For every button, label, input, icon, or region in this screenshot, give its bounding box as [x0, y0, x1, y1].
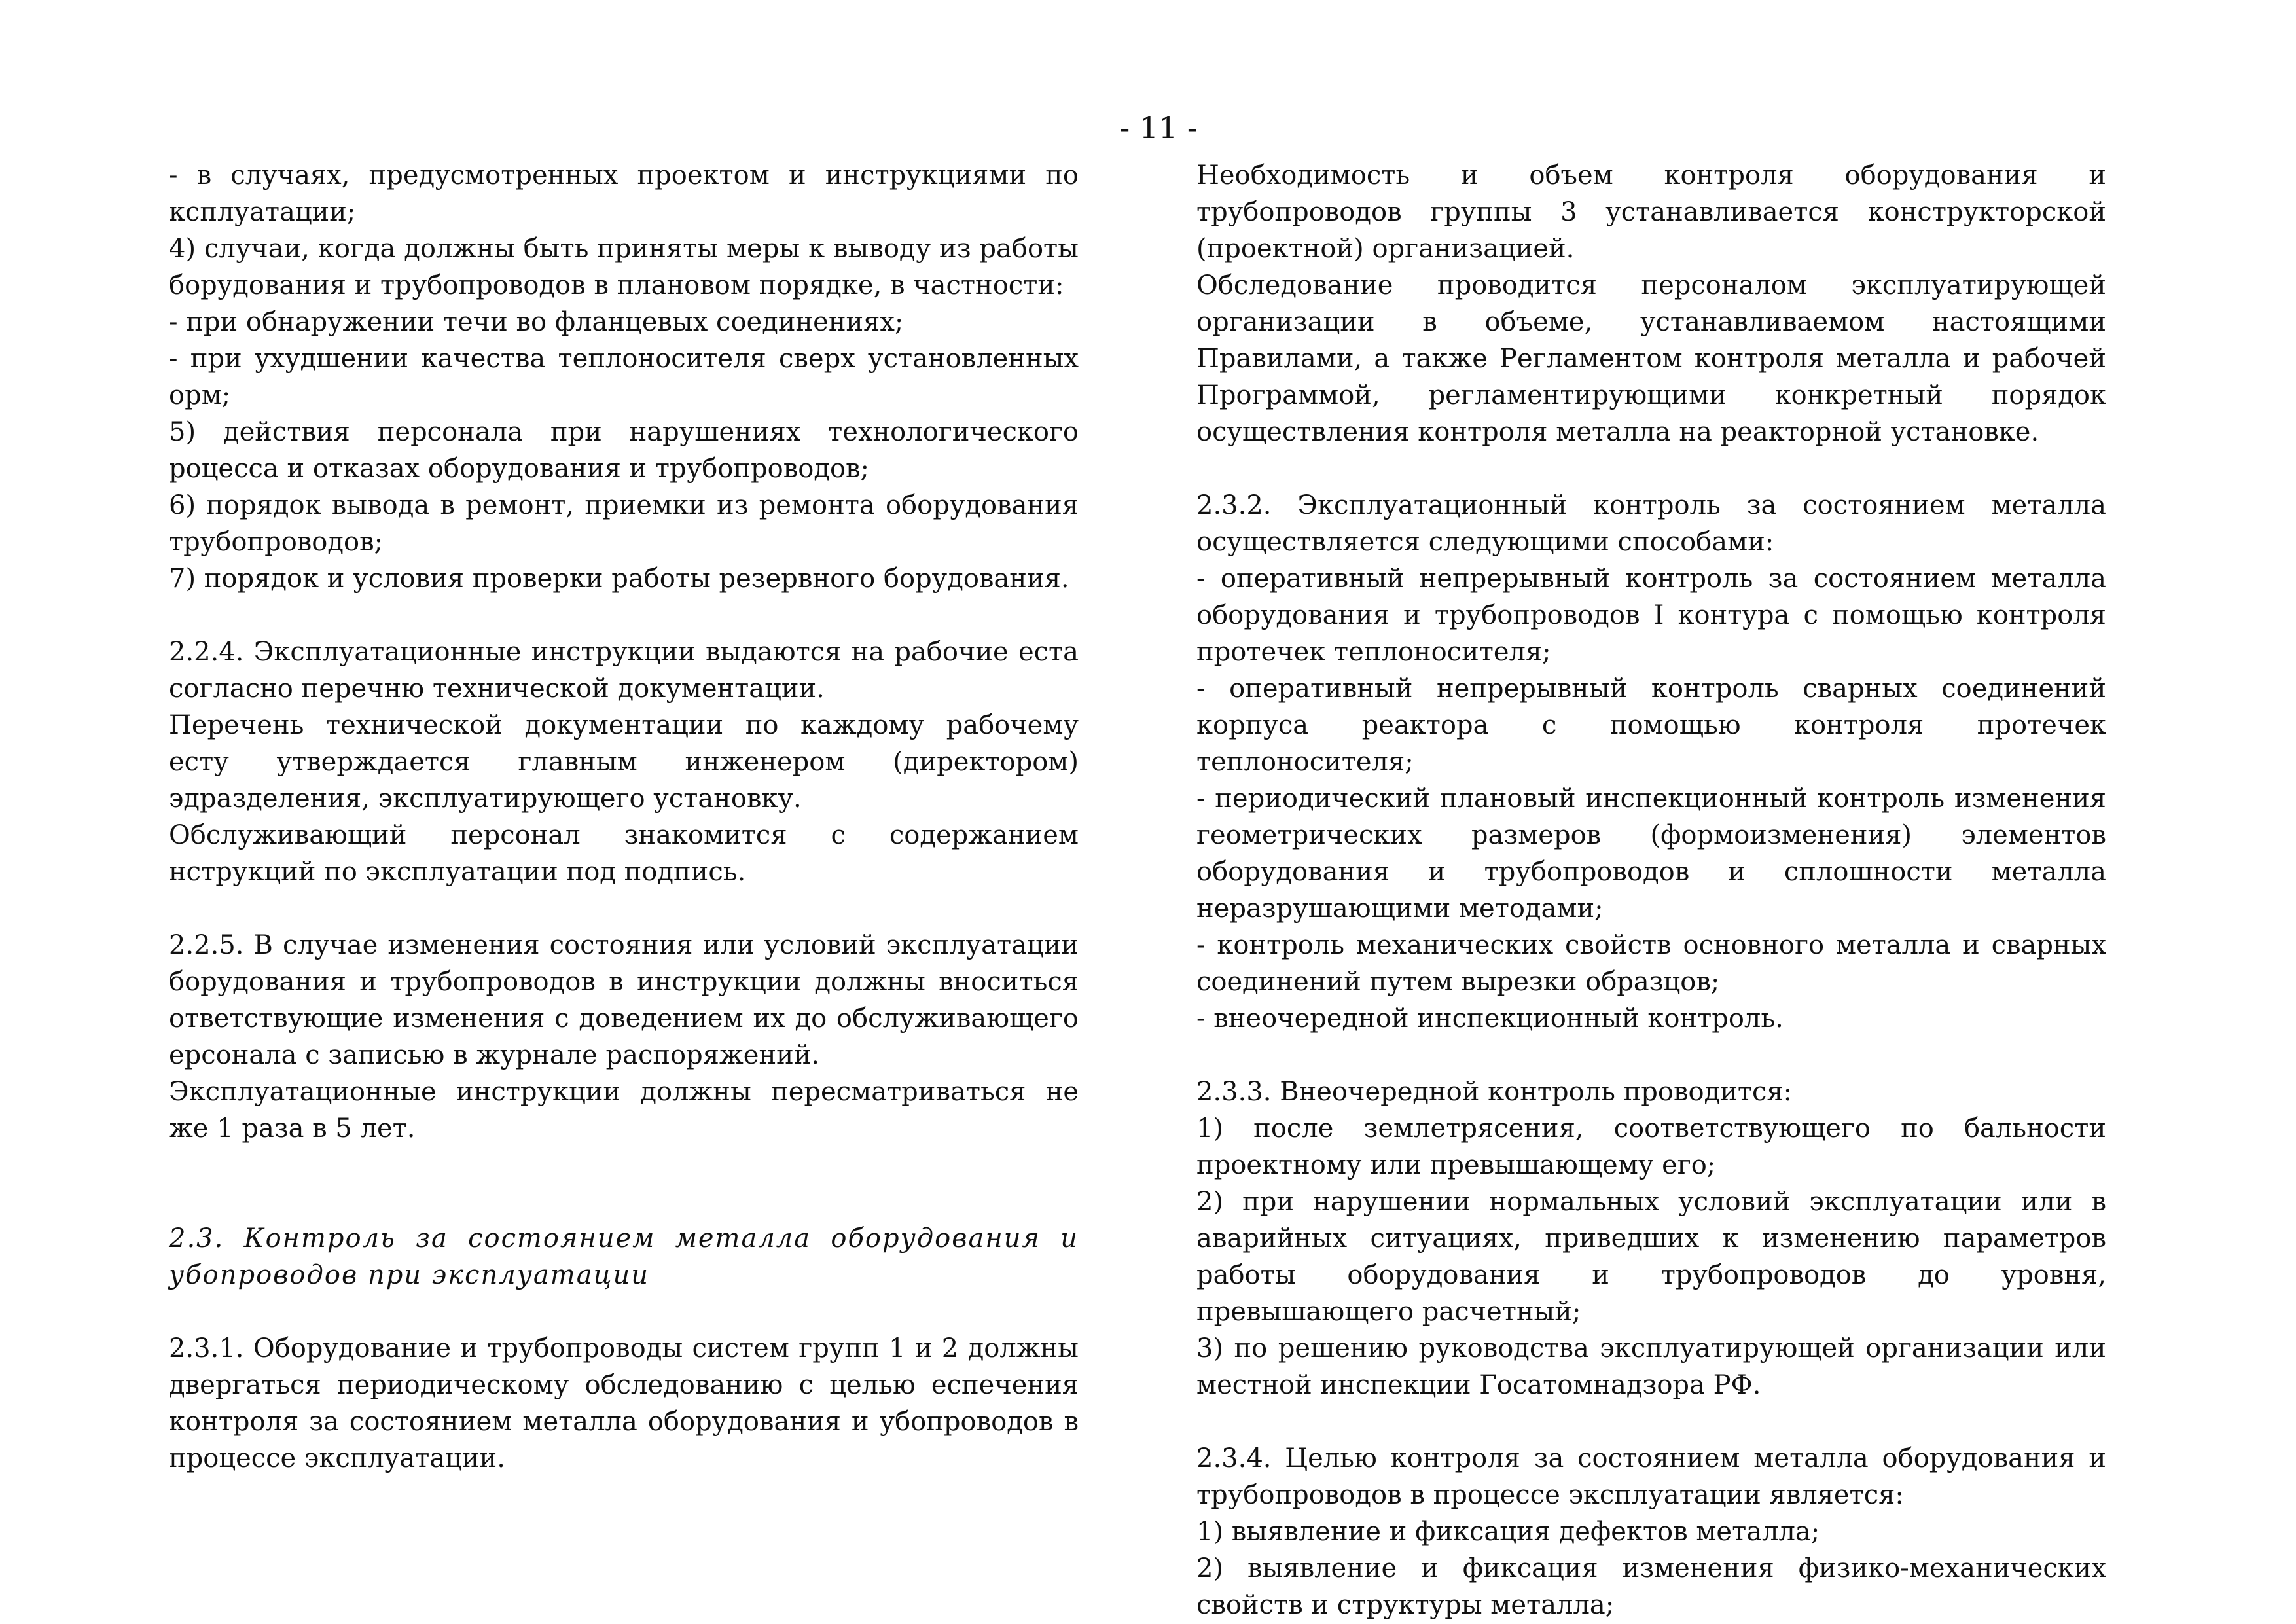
left-column: [169, 157, 1079, 1477]
paragraph: 2.3.2. Эксплуатационный контроль за состоянием металла осуществляется следующими способами:: [1196, 490, 2106, 557]
paragraph: 2) при нарушении нормальных условий эксплуатации или в аварийных ситуациях, приведших к изменению параметров работы оборудования и трубопроводов до уровня, превышающего расчетный;: [1196, 1187, 2106, 1327]
paragraph: - внеочередной инспекционный контроль.: [1196, 1003, 1784, 1034]
paragraph: 1) после землетрясения, соответствующего по бальности проектному или превышающему его;: [1196, 1113, 2106, 1180]
paragraph: 2.3.4. Целью контроля за состоянием металла оборудования и трубопроводов в процессе эксплуатации является:: [1196, 1443, 2106, 1510]
paragraph: - периодический плановый инспекционный контроль изменения геометрических размеров (формоизменения) элементов оборудования и трубопроводов и сплошности металла неразрушающими методами;: [1196, 784, 2106, 924]
page-number: - 11 -: [1119, 110, 1198, 145]
paragraph: 1) выявление и фиксация дефектов металла;: [1196, 1517, 1820, 1547]
right-column: [1196, 157, 2106, 1623]
paragraph: - оперативный непрерывный контроль сварных соединений корпуса реактора с помощью контроля протечек теплоносителя;: [1196, 674, 2106, 777]
paragraph: - контроль механических свойств основного металла и сварных соединений путем вырезки образцов;: [1196, 930, 2106, 997]
paragraph: 2.3.1. Оборудование и трубопроводы систем групп 1 и 2 должны двергаться периодическому обследованию с целью еспечения контроля за состоянием металла оборудования и убопроводов в процессе эксплуатации.: [169, 1333, 1079, 1473]
paragraph: - в случаях, предусмотренных проектом и инструкциями по ксплуатации;: [169, 160, 1079, 227]
paragraph: 2.2.5. В случае изменения состояния или условий эксплуатации борудования и трубопроводов в инструкции должны вноситься ответствующие изменения с доведением их до обслуживающего ерсонала с записью в журнале распоряжений.: [169, 930, 1079, 1070]
paragraph: - оперативный непрерывный контроль за состоянием металла оборудования и трубопроводов I контура с помощью контроля протечек теплоносителя;: [1196, 564, 2106, 667]
paragraph: 6) порядок вывода в ремонт, приемки из ремонта оборудования трубопроводов;: [169, 490, 1079, 557]
paragraph: Необходимость и объем контроля оборудования и трубопроводов группы 3 устанавливается конструкторской (проектной) организацией.: [1196, 160, 2106, 264]
paragraph: 2.3.3. Внеочередной контроль проводится:: [1196, 1077, 1793, 1107]
paragraph: 4) случаи, когда должны быть приняты меры к выводу из работы борудования и трубопроводов в плановом порядке, в частности:: [169, 234, 1079, 300]
paragraph: Обследование проводится персоналом эксплуатирующей организации в объеме, устанавливаемом настоящими Правилами, а также Регламентом контроля металла и рабочей Программой, регламентирующими конкретный порядок осуществления контроля металла на реакторной установке.: [1196, 270, 2106, 447]
paragraph: 3) по решению руководства эксплуатирующей организации или местной инспекции Госатомнадзора РФ.: [1196, 1333, 2106, 1400]
paragraph: Обслуживающий персонал знакомится с содержанием нструкций по эксплуатации под подпись.: [169, 820, 1079, 887]
paragraph: Перечень технической документации по каждому рабочему есту утверждается главным инженером (директором) эдразделения, эксплуатирующего установку.: [169, 710, 1079, 814]
paragraph: Эксплуатационные инструкции должны пересматриваться не же 1 раза в 5 лет.: [169, 1077, 1079, 1144]
section-heading: 2.3. Контроль за состоянием металла оборудования и убопроводов при эксплуатации: [169, 1223, 1079, 1290]
paragraph: - при ухудшении качества теплоносителя сверх установленных орм;: [169, 344, 1079, 410]
paragraph: 2) выявление и фиксация изменения физико-механических свойств и структуры металла;: [1196, 1553, 2106, 1620]
paragraph: 5) действия персонала при нарушениях технологического роцесса и отказах оборудования и трубопроводов;: [169, 417, 1079, 484]
paragraph: - при обнаружении течи во фланцевых соединениях;: [169, 307, 904, 337]
paragraph: 2.2.4. Эксплуатационные инструкции выдаются на рабочие еста согласно перечню технической документации.: [169, 637, 1079, 704]
paragraph: 7) порядок и условия проверки работы резервного борудования.: [169, 564, 1069, 594]
